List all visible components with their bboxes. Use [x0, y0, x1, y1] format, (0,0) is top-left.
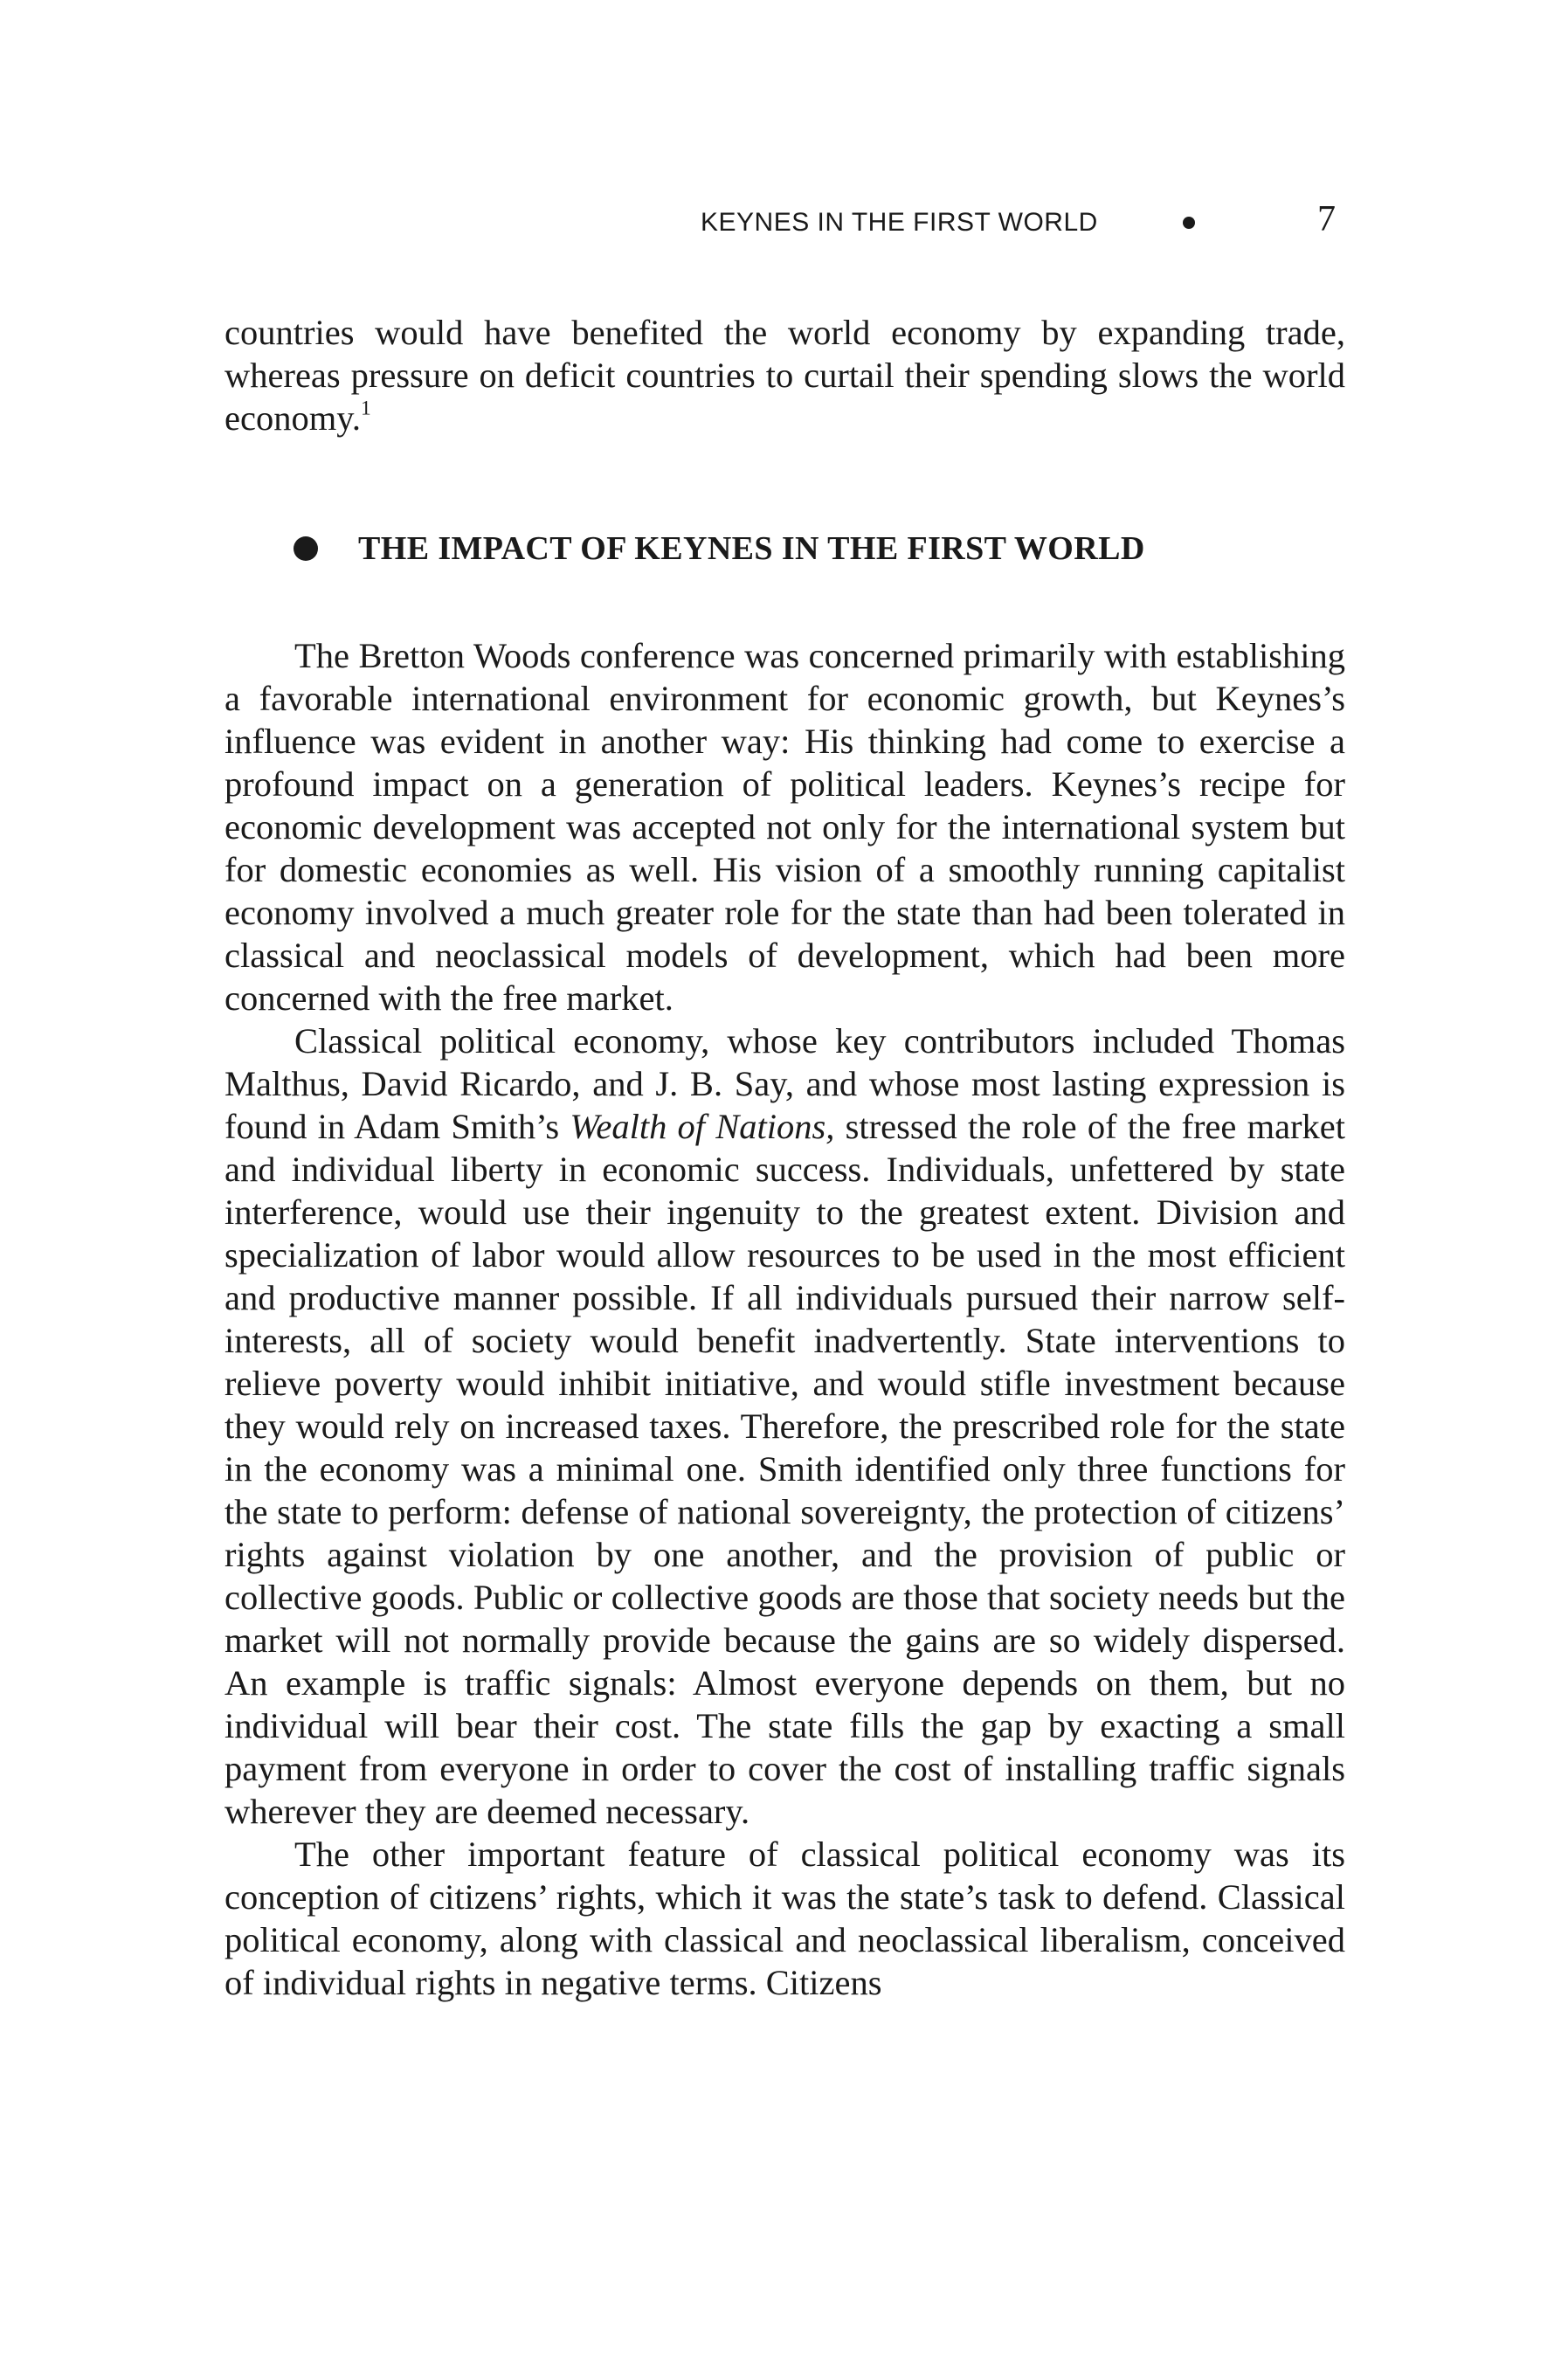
opening-paragraph [224, 311, 1345, 439]
paragraph-citizens-rights: The other important feature of classical political economy was its conception of citizens’ rights, which it was the state’s task to defend. Classical political economy, along with classical and neoclassical liberalism, conceived of individual rights in negative terms. Citizens [224, 1834, 1345, 2002]
section-body [224, 634, 1345, 2004]
page-number: 7 [1317, 199, 1337, 239]
footnote-marker: 1 [360, 397, 371, 420]
opening-paragraph-text: countries would have benefited the world economy by expanding trade, whereas pressure on deficit countries to curtail their spending slows the world economy. [224, 313, 1345, 438]
running-head-title: KEYNES IN THE FIRST WORLD [701, 208, 1098, 237]
section-heading-title: THE IMPACT OF KEYNES IN THE FIRST WORLD [358, 530, 1145, 567]
paragraph-text: Classical political economy, whose key contributors included Thomas Malthus, David Ricardo, and J. B. Say, and whose most lasting expression is found in Adam Smith’s [224, 1021, 1345, 1146]
running-head-bullet-icon [1183, 217, 1195, 229]
section-heading [294, 524, 1342, 577]
section-bullet-icon [294, 536, 318, 561]
opening-text-block [224, 311, 1345, 439]
paragraph-bretton-woods: The Bretton Woods conference was concerned primarily with establishing a favorable international environment for economic growth, but Keynes’s influence was evident in another way: His thinking had come to exercise a profound impact on a generation of political leaders. Keynes’s recipe for economic development was accepted not only for the international system but for domestic economies as well. His vision of a smoothly running capitalist economy involved a much greater role for the state than had been tolerated in classical and neoclassical models of development, which had been more concerned with the free market. [224, 636, 1345, 1018]
paragraph-text: stressed the role of the free market and individual liberty in economic success. Individuals, unfettered by state interference, would use their ingenuity to the greatest extent. Division and specialization of labor would allow resources to be used in the most efficient and productive manner possible. If all individuals pursued their narrow self-interests, all of society would benefit inadvertently. State interventions to relieve poverty would inhibit initiative, and would stifle investment because they would rely on increased taxes. Therefore, the prescribed role for the state in the economy was a minimal one. Smith identified only three functions for the state to perform: defense of national sovereignty, the protection of citizens’ rights against violation by one another, and the provision of public or collective goods. Public or collective goods are those that society needs but the market will not normally provide because the gains are so widely dispersed. An example is traffic signals: Almost everyone depends on them, but no individual will bear their cost. The state fills the gap by exacting a small payment from everyone in order to cover the cost of installing traffic signals wherever they are deemed necessary. [224, 1107, 1346, 1831]
running-head [681, 199, 1345, 242]
book-title: Wealth of Nations, [570, 1107, 835, 1146]
paragraph-classical-political-economy [224, 1019, 1345, 1833]
